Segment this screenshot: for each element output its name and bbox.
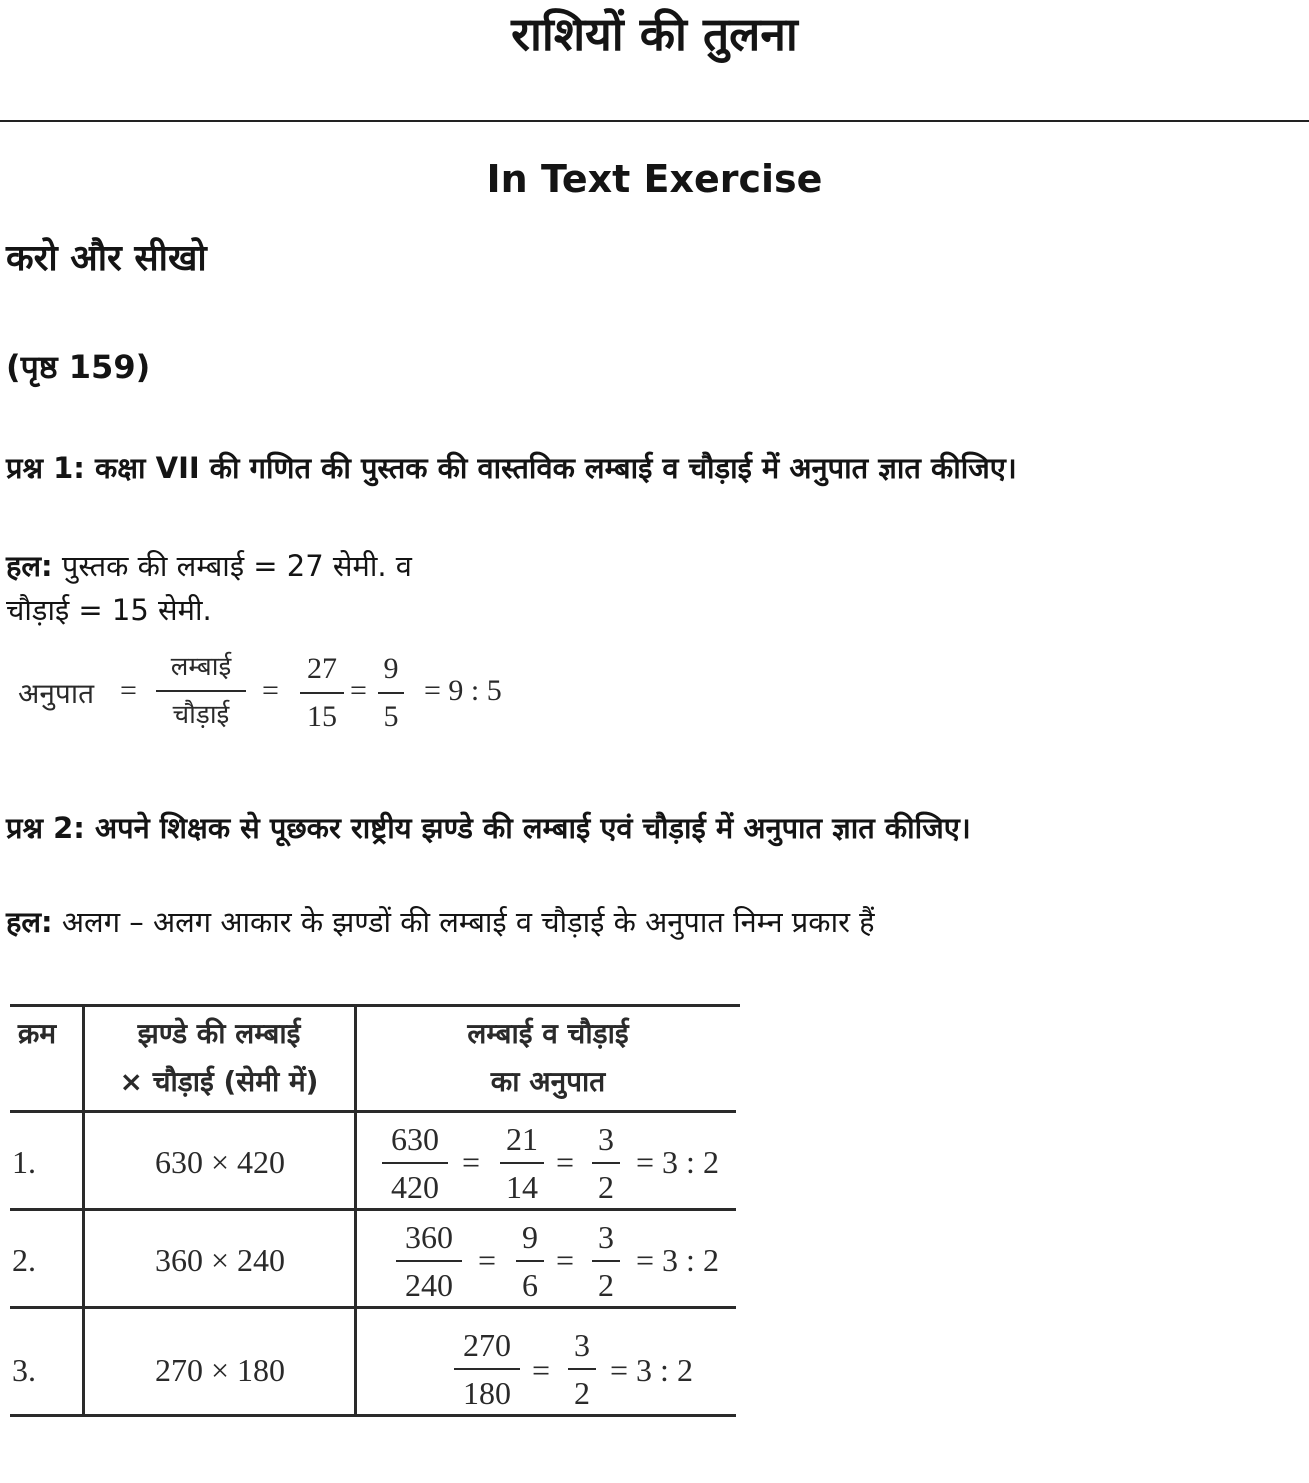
solution-text: पुस्तक की लम्बाई = 27 सेमी. व [52,549,412,583]
fraction-numerator: 3 [598,1121,614,1157]
q1-solution-line-1 [6,544,412,588]
formula-eq: = [262,674,279,707]
fraction-denominator: 14 [500,1162,544,1210]
ratio-result: = 3 : 2 [636,1242,719,1278]
page-reference: (पृष्ठ 159) [6,348,151,386]
page-title: राशियों की तुलना [511,7,798,61]
table-rule [10,1110,736,1113]
eq-sign: = [556,1144,575,1180]
formula-result: = 9 : 5 [424,674,502,707]
fraction [454,1322,520,1416]
fraction-denominator: 420 [382,1162,448,1210]
solution-label: हल: [6,905,53,939]
fraction-numerator: 630 [391,1121,439,1157]
solution-label: हल: [6,549,53,583]
header-size-line-1: झण्डे की लम्बाई [137,1017,301,1050]
table-cell-size: 630 × 420 [154,1144,286,1180]
fraction [382,1116,448,1210]
ratio-result: = 3 : 2 [610,1352,693,1388]
fraction [568,1322,596,1416]
section-heading: करो और सीखो [6,238,207,279]
table-rule-top [10,1004,740,1007]
header-serial: क्रम [17,1017,57,1050]
ratio-table [10,996,740,1424]
eq-sign: = [532,1352,551,1388]
fraction-numerator: 360 [405,1219,453,1255]
fraction-9-5 [378,646,404,740]
table-cell-size: 360 × 240 [154,1242,286,1278]
fraction-numerator: 3 [574,1327,590,1363]
table-cell-serial: 1. [12,1144,36,1180]
fraction [516,1214,544,1308]
fraction-numerator: 21 [506,1121,538,1157]
fraction [500,1116,544,1210]
fraction [592,1116,620,1210]
fraction-numerator: 27 [307,652,337,685]
table-col-divider [354,1006,357,1416]
fraction-numerator: लम्बाई [170,652,232,682]
formula-lhs: अनुपात [18,677,95,710]
q2-solution [6,900,875,944]
eq-sign: = [462,1144,481,1180]
table-rule [10,1306,736,1309]
question-2: प्रश्न 2: अपने शिक्षक से पूछकर राष्ट्रीय झण्डे की लम्बाई एवं चौड़ाई में अनुपात ज्ञात कीजिए। [6,811,971,845]
fraction [396,1214,462,1308]
fraction-denominator: 5 [378,692,404,740]
ratio-result: = 3 : 2 [636,1144,719,1180]
fraction-denominator: 2 [592,1260,620,1308]
fraction-denominator: 2 [592,1162,620,1210]
formula-eq: = [120,674,137,707]
table-cell-size: 270 × 180 [154,1352,286,1388]
table-col-divider [82,1006,85,1416]
eq-sign: = [556,1242,575,1278]
fraction-denominator: चौड़ाई [156,690,246,738]
header-ratio-line-2: का अनुपात [490,1065,606,1098]
fraction-denominator: 15 [300,692,344,740]
table-cell-serial: 3. [12,1352,36,1388]
table-rule-bottom [10,1414,736,1417]
fraction-numerator: 9 [383,652,399,685]
fraction-numerator: 3 [598,1219,614,1255]
fraction-denominator: 180 [454,1368,520,1416]
question-1: प्रश्न 1: कक्षा VII की गणित की पुस्तक की वास्तविक लम्बाई व चौड़ाई में अनुपात ज्ञात कीजिए। [6,451,1017,485]
fraction-numerator: 9 [522,1219,538,1255]
table-rule [10,1208,736,1211]
fraction-numerator: 270 [463,1327,511,1363]
table-cell-serial: 2. [12,1242,36,1278]
q1-solution-line-2: चौड़ाई = 15 सेमी. [6,593,212,627]
fraction-denominator: 6 [516,1260,544,1308]
exercise-subtitle: In Text Exercise [486,157,823,201]
eq-sign: = [478,1242,497,1278]
title-divider [0,120,1309,122]
fraction-denominator: 240 [396,1260,462,1308]
fraction [592,1214,620,1308]
fraction-length-width [156,644,246,738]
solution-text: अलग – अलग आकार के झण्डों की लम्बाई व चौड़ाई के अनुपात निम्न प्रकार हैं [52,905,875,939]
fraction-27-15 [300,646,344,740]
header-ratio-line-1: लम्बाई व चौड़ाई [467,1017,629,1050]
fraction-denominator: 2 [568,1368,596,1416]
formula-eq: = [350,674,367,707]
ratio-formula [0,640,540,750]
header-size-line-2: × चौड़ाई (सेमी में) [119,1065,319,1098]
